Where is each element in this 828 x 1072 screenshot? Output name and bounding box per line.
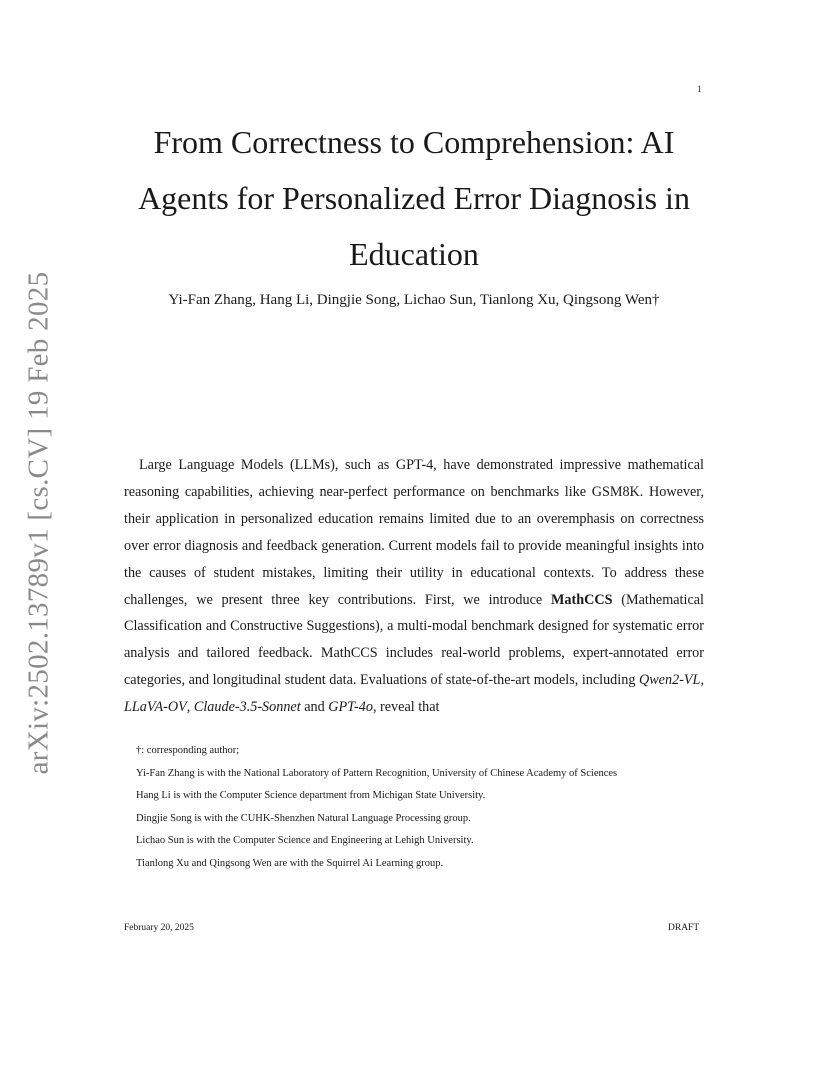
title-line-1: From Correctness to Comprehension: AI: [153, 124, 675, 160]
footnote-affiliation: Lichao Sun is with the Computer Science and Engineering at Lehigh University.: [136, 835, 474, 847]
footnote-affiliation: Tianlong Xu and Qingsong Wen are with the Squirrel Ai Learning group.: [136, 857, 444, 869]
page-number: 1: [697, 84, 702, 94]
footnote-affiliation: Yi-Fan Zhang is with the National Laboratory of Pattern Recognition, University of Chinese Academy of Sciences: [136, 767, 618, 779]
footnote-affiliation: Dingjie Song is with the CUHK-Shenzhen Natural Language Processing group.: [136, 812, 471, 824]
footnote-affiliation: Hang Li is with the Computer Science department from Michigan State University.: [136, 790, 486, 802]
footer-draft-label: DRAFT: [668, 923, 700, 933]
benchmark-name: MathCCS: [550, 591, 613, 608]
footer-date: February 20, 2025: [124, 923, 194, 933]
footnote-corresponding-author: †: corresponding author;: [136, 745, 240, 756]
abstract-text-1: Large Language Models (LLMs), such as GPT-4, have demonstrated impressive mathematical reasoning capabilities, achieving near-perfect performance on benchmarks like GSM8K. However, their application in personalized education remains limited due to an overemphasis on correctness over error diagnosis and feedback generation. Current models fail to provide meaningful insights into the causes of student mistakes, limiting their utility in educational contexts. To address these challenges, we present three key contributions. First, we introduce: [124, 457, 704, 608]
author-list: Yi-Fan Zhang, Hang Li, Dingjie Song, Lichao Sun, Tianlong Xu, Qingsong Wen†: [168, 292, 660, 308]
abstract-separator-1: ,: [700, 672, 704, 689]
abstract-text-2: (Mathematical Classification and Constructive Suggestions), a multi-modal benchmark designed for systematic error analysis and tailored feedback. MathCCS includes real-world problems, expert-annotated error categories, and longitudinal student data. Evaluations of state-of-the-art models, including: [124, 591, 704, 689]
title-line-3: Education: [349, 236, 479, 272]
model-name-gpt4o: GPT-4o: [328, 699, 373, 716]
model-name-llava: LLaVA-OV: [124, 699, 187, 716]
arxiv-identifier-stamp[interactable]: arXiv:2502.13789v1 [cs.CV] 19 Feb 2025: [22, 271, 55, 775]
abstract-separator-2: ,: [186, 699, 194, 716]
model-name-qwen: Qwen2-VL: [638, 672, 701, 689]
abstract-separator-3: and: [300, 699, 329, 716]
paper-title: [100, 114, 728, 282]
model-name-claude: Claude-3.5-Sonnet: [193, 699, 301, 716]
abstract-text-3: , reveal that: [372, 699, 440, 716]
title-line-2: Agents for Personalized Error Diagnosis in: [138, 180, 690, 216]
abstract-paragraph: [124, 452, 704, 721]
footnotes: [136, 740, 716, 876]
